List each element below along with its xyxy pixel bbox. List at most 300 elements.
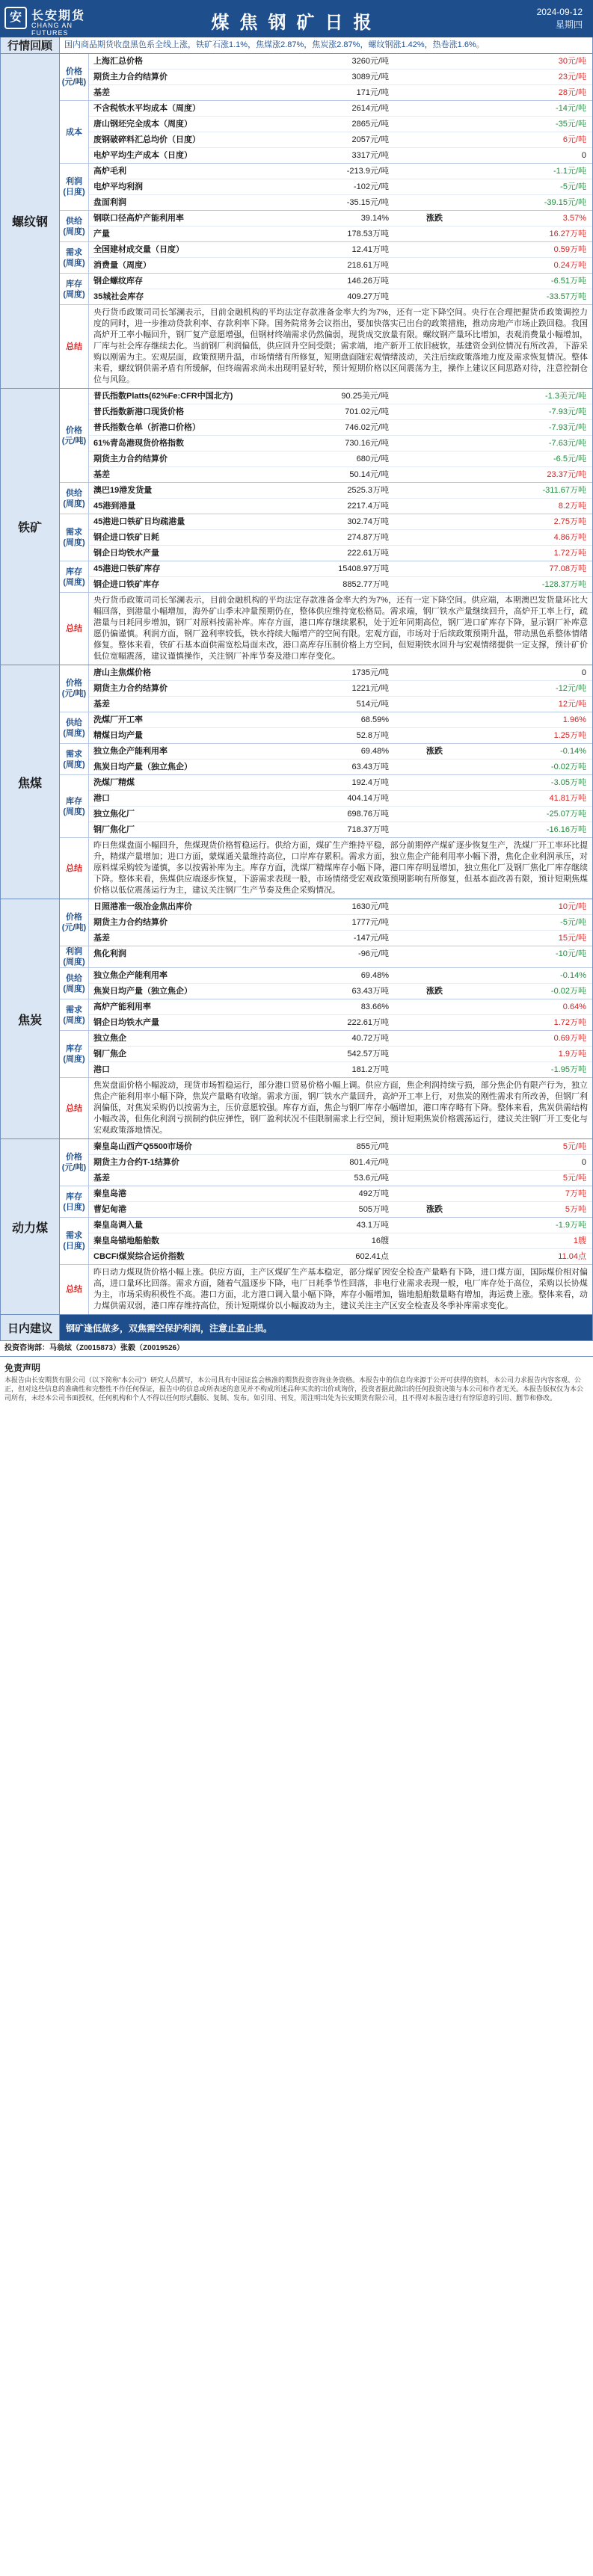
metric-change: 0.69万吨 bbox=[553, 1034, 586, 1043]
metric-value: 218.61万吨 bbox=[347, 261, 389, 270]
metric-change: -14元/吨 bbox=[556, 104, 586, 113]
metric-group bbox=[60, 54, 592, 101]
section-steam bbox=[0, 1139, 593, 1315]
trend-label bbox=[393, 681, 476, 696]
metric-name: 普氏指数新港口现货价格 bbox=[93, 407, 184, 416]
metric-change: -1.3美元/吨 bbox=[544, 392, 586, 401]
metric-name: 普氏指数仓单（折港口价格） bbox=[93, 423, 200, 432]
metric-change: 0 bbox=[581, 151, 586, 160]
metric-name: 盘面利润 bbox=[93, 198, 126, 207]
metric-name: 独立焦化厂 bbox=[93, 810, 135, 819]
metric-value: -35.15元/吨 bbox=[346, 198, 389, 207]
logo-english: CHANG AN FUTURES bbox=[31, 22, 73, 37]
metric-name: 钢企进口铁矿日耗 bbox=[93, 533, 159, 542]
metric-change: -128.37万吨 bbox=[541, 580, 586, 589]
metric-group bbox=[60, 999, 592, 1031]
summary-block bbox=[60, 1078, 592, 1138]
metric-value: 302.74万吨 bbox=[347, 517, 389, 526]
metric-name: 独立焦企产能利用率 bbox=[93, 971, 168, 980]
trend-label: 涨跌 bbox=[426, 747, 443, 756]
metric-row bbox=[89, 274, 592, 289]
metric-row bbox=[89, 436, 592, 452]
trend-label bbox=[393, 101, 476, 116]
metric-row bbox=[89, 697, 592, 712]
group-name: 供给 (周度) bbox=[60, 211, 89, 241]
metric-row bbox=[89, 195, 592, 210]
advice-label: 日内建议 bbox=[1, 1315, 60, 1340]
metric-value: -213.9元/吨 bbox=[346, 167, 389, 176]
metric-value: 171元/吨 bbox=[356, 88, 389, 97]
metric-name: 钢企螺纹库存 bbox=[93, 277, 143, 286]
group-name: 价格 (元/吨) bbox=[60, 899, 89, 946]
group-name: 库存 (周度) bbox=[60, 1031, 89, 1077]
metric-row bbox=[89, 1249, 592, 1264]
group-name: 成本 bbox=[60, 101, 89, 163]
section-name: 螺纹钢 bbox=[1, 54, 60, 388]
metric-name: 港口 bbox=[93, 794, 110, 803]
metric-change: 6元/吨 bbox=[562, 135, 586, 144]
group-name: 利润 (周度) bbox=[60, 946, 89, 967]
group-name: 供给 (周度) bbox=[60, 712, 89, 743]
metric-change: -311.67万吨 bbox=[542, 486, 586, 495]
logo-name: 长安期货 bbox=[31, 10, 86, 22]
group-name: 库存 (周度) bbox=[60, 274, 89, 304]
metric-row bbox=[89, 132, 592, 148]
metric-row bbox=[89, 999, 592, 1015]
metric-group bbox=[60, 1218, 592, 1265]
metric-row bbox=[89, 101, 592, 117]
metric-row bbox=[89, 54, 592, 70]
metric-row bbox=[89, 931, 592, 946]
summary-block bbox=[60, 305, 592, 388]
metric-group bbox=[60, 1139, 592, 1186]
metric-value: 63.43万吨 bbox=[351, 987, 389, 996]
group-name: 需求 (周度) bbox=[60, 242, 89, 273]
date-value: 2024-09-12 bbox=[536, 7, 583, 17]
metric-name: 消费量（周度） bbox=[93, 261, 151, 270]
trend-label bbox=[393, 499, 476, 514]
metric-group bbox=[60, 712, 592, 744]
metric-value: 680元/吨 bbox=[356, 455, 389, 463]
trend-label bbox=[393, 289, 476, 304]
metric-value: 2614元/吨 bbox=[351, 104, 389, 113]
metric-value: 409.27万吨 bbox=[347, 292, 389, 301]
metric-value: 63.43万吨 bbox=[351, 762, 389, 771]
trend-label bbox=[393, 1031, 476, 1046]
metric-name: 期货主力合约结算价 bbox=[93, 73, 168, 81]
metric-value: 2217.4万吨 bbox=[347, 502, 389, 511]
group-name: 库存 (周度) bbox=[60, 561, 89, 592]
trend-label bbox=[393, 915, 476, 930]
metric-name: 钢联口径高炉产能利用率 bbox=[93, 214, 184, 223]
metric-value: 90.25美元/吨 bbox=[341, 392, 389, 401]
metric-change: 0.59万吨 bbox=[553, 245, 586, 254]
metric-change: 23.37元/吨 bbox=[547, 470, 586, 479]
metric-value: 801.4元/吨 bbox=[349, 1158, 389, 1167]
metric-group bbox=[60, 483, 592, 514]
summary-text: 焦炭盘面价格小幅波动，现货市场暂稳运行，部分港口贸易价格小幅上调。供应方面，焦企利润持续亏损，部分焦企仍有限产行为，独立焦企产能利用率小幅下降，焦炭产量略有收缩。需求方面，钢厂铁水产量回升，高炉开工率上行，对焦炭的刚性需求有所改善，但钢厂利润偏低，对焦炭采购仍以按需为主，压价意愿较强。库存方面，焦企与钢厂库存小幅增加，港口库存略有下降。整体来看，焦炭供需结构小幅改善，但焦化利润亏损制约供应弹性，钢厂盈利状况不佳限制需求上行空间，预计短期焦炭价格震荡运行，建议关注钢厂开工变化与宏观政策落地情况。 bbox=[93, 1081, 588, 1135]
metric-group bbox=[60, 561, 592, 593]
group-name: 供给 (周度) bbox=[60, 968, 89, 999]
metric-value: 3089元/吨 bbox=[351, 73, 389, 81]
metric-group bbox=[60, 899, 592, 946]
metric-name: 秦皇岛港 bbox=[93, 1189, 126, 1198]
summary-text: 央行货币政策司司长邹澜表示，目前金融机构的平均法定存款准备金率大约为7%，还有一定下降空间。供应端，本期澳巴发货量环比大幅回落，到港量小幅增加，海外矿山季末冲量预期仍在，整体供应维持宽松格局。需求端，钢厂铁水产量继续回升，高炉开工率上行，疏港量与日耗同步增加，钢厂对原料按需补库。库存方面，港口库存继续累积，处于近年同期高位，钢厂进口矿库存下降，显示钢厂补库意愿仍偏谨慎。利润方面，钢厂盈利率较低，铁水持续大幅增产的空间有限。宏观方面，市场对于后续政策预期升温，带动黑色系整体情绪修复。整体来看，铁矿石基本面供需宽松局面未改，港口高库存压制价格上方空间，但短期铁水回升与宏观情绪提供一定支撑，预计矿价低位宽幅震荡，建议谨慎操作，关注钢厂补库节奏及港口库存变化。 bbox=[93, 596, 588, 661]
metric-row bbox=[89, 258, 592, 273]
metric-change: 15元/吨 bbox=[558, 934, 586, 943]
metric-row bbox=[89, 1062, 592, 1077]
metric-name: 澳巴19港发货量 bbox=[93, 486, 153, 495]
metric-value: 222.61万吨 bbox=[347, 549, 389, 558]
group-name: 库存 (周度) bbox=[60, 775, 89, 837]
metric-row bbox=[89, 915, 592, 931]
metric-value: 15408.97万吨 bbox=[338, 564, 389, 573]
metric-row bbox=[89, 179, 592, 195]
metric-row bbox=[89, 164, 592, 179]
metric-row bbox=[89, 899, 592, 915]
trend-label bbox=[393, 117, 476, 132]
metric-row bbox=[89, 85, 592, 100]
metric-name: 61%青岛港现货价格指数 bbox=[93, 439, 185, 448]
metric-value: 2057元/吨 bbox=[351, 135, 389, 144]
trend-label bbox=[393, 258, 476, 273]
metric-row bbox=[89, 211, 592, 227]
metric-row bbox=[89, 728, 592, 743]
metric-value: 274.87万吨 bbox=[347, 533, 389, 542]
trend-label bbox=[393, 546, 476, 561]
analyst-line: 投资咨询部：马翁炫（Z0015873）张毅（Z0019526） bbox=[0, 1341, 593, 1357]
metric-change: 12元/吨 bbox=[558, 700, 586, 709]
metric-row bbox=[89, 1031, 592, 1047]
metric-row bbox=[89, 483, 592, 499]
trend-label bbox=[393, 791, 476, 806]
metric-row bbox=[89, 984, 592, 999]
metric-group bbox=[60, 1031, 592, 1078]
metric-name: 独立焦企 bbox=[93, 1034, 126, 1043]
metric-change: 10元/吨 bbox=[558, 902, 586, 911]
group-name: 价格 (元/吨) bbox=[60, 389, 89, 482]
metric-group bbox=[60, 242, 592, 274]
section-rebar bbox=[0, 54, 593, 389]
metric-row bbox=[89, 807, 592, 822]
metric-value: 222.61万吨 bbox=[347, 1018, 389, 1027]
metric-value: 746.02元/吨 bbox=[345, 423, 389, 432]
metric-row bbox=[89, 227, 592, 241]
metric-change: -6.5元/吨 bbox=[553, 455, 586, 463]
metric-change: 2.75万吨 bbox=[553, 517, 586, 526]
weekday: 星期四 bbox=[555, 19, 583, 30]
metric-row bbox=[89, 822, 592, 837]
metric-change: -7.93元/吨 bbox=[548, 423, 586, 432]
metric-name: 焦炭日均产量（独立焦企） bbox=[93, 987, 192, 996]
metric-name: 钢企进口铁矿库存 bbox=[93, 580, 159, 589]
trend-label bbox=[393, 931, 476, 946]
metric-value: 2865元/吨 bbox=[351, 120, 389, 129]
metric-row bbox=[89, 404, 592, 420]
metric-change: 5万吨 bbox=[565, 1205, 586, 1214]
metric-value: 43.1万吨 bbox=[356, 1221, 389, 1230]
trend-label bbox=[393, 946, 476, 961]
metric-value: 3260元/吨 bbox=[351, 57, 389, 66]
metric-name: 电炉平均生产成本（日度） bbox=[93, 151, 192, 160]
report-header bbox=[0, 0, 593, 37]
metric-name: 秦皇岛山西产Q5500市场价 bbox=[93, 1142, 193, 1151]
metric-name: 唐山钢坯完全成本（周度） bbox=[93, 120, 192, 129]
metric-name: 精煤日均产量 bbox=[93, 731, 143, 740]
trend-label bbox=[393, 822, 476, 837]
trend-label bbox=[393, 999, 476, 1014]
trend-label bbox=[393, 148, 476, 163]
trend-label bbox=[393, 1233, 476, 1248]
metric-change: 8.2万吨 bbox=[558, 502, 586, 511]
metric-value: 514元/吨 bbox=[356, 700, 389, 709]
trend-label bbox=[393, 132, 476, 147]
trend-label bbox=[393, 70, 476, 84]
metric-name: 钢厂焦企 bbox=[93, 1050, 126, 1059]
metric-group bbox=[60, 211, 592, 242]
metric-group bbox=[60, 101, 592, 164]
metric-value: 192.4万吨 bbox=[351, 778, 389, 787]
metric-change: 41.81万吨 bbox=[549, 794, 586, 803]
section-name: 铁矿 bbox=[1, 389, 60, 665]
metric-value: 698.76万吨 bbox=[347, 810, 389, 819]
section-name: 动力煤 bbox=[1, 1139, 60, 1314]
trend-label: 涨跌 bbox=[426, 987, 443, 996]
metric-name: 35城社会库存 bbox=[93, 292, 144, 301]
metric-change: 4.86万吨 bbox=[553, 533, 586, 542]
metric-value: 1777元/吨 bbox=[351, 918, 389, 927]
metric-change: -33.57万吨 bbox=[546, 292, 586, 301]
metric-change: -1.1元/吨 bbox=[553, 167, 586, 176]
metric-value: 2525.3万吨 bbox=[347, 486, 389, 495]
metric-change: 5元/吨 bbox=[562, 1142, 586, 1151]
trend-label bbox=[393, 530, 476, 545]
metric-group bbox=[60, 389, 592, 483]
metric-change: 11.04点 bbox=[558, 1252, 586, 1261]
metric-row bbox=[89, 452, 592, 467]
metric-row bbox=[89, 775, 592, 791]
metric-row bbox=[89, 577, 592, 592]
metric-name: 钢厂焦化厂 bbox=[93, 825, 135, 834]
metric-row bbox=[89, 1047, 592, 1062]
metric-change: -0.02万吨 bbox=[550, 987, 586, 996]
trend-label: 涨跌 bbox=[426, 1205, 443, 1214]
metric-row bbox=[89, 117, 592, 132]
trend-label bbox=[393, 1062, 476, 1077]
metric-name: 焦化利润 bbox=[93, 949, 126, 958]
metric-name: 45港到港量 bbox=[93, 502, 136, 511]
section-ore bbox=[0, 389, 593, 665]
metric-value: 146.26万吨 bbox=[347, 277, 389, 286]
trend-label bbox=[393, 1218, 476, 1233]
metric-row bbox=[89, 1218, 592, 1233]
metric-group bbox=[60, 775, 592, 838]
summary-label: 总结 bbox=[60, 1265, 89, 1314]
summary-text: 昨日动力煤现货价格小幅上涨。供应方面，主产区煤矿生产基本稳定，部分煤矿因安全检查产量略有下降，进口煤方面，国际煤价相对偏高，进口量环比回落。需求方面，随着气温逐步下降，电厂日耗季节性回落，非电行业需求表现一般，电厂库存处于高位，采购以长协煤为主，市场采购积极性不高。港口方面，北方港口调入量小幅下降，库存小幅增加，锚地船舶数量略有增加，海运费上涨。整体来看，动力煤供需双弱，港口库存维持高位，预计短期煤价以小幅波动为主，建议关注主产区安全检查及冬季补库需求变化。 bbox=[93, 1268, 588, 1310]
metric-name: 电炉平均利润 bbox=[93, 182, 143, 191]
metric-row bbox=[89, 681, 592, 697]
metric-value: 8852.77万吨 bbox=[342, 580, 389, 589]
group-name: 价格 (元/吨) bbox=[60, 1139, 89, 1186]
metric-name: 基差 bbox=[93, 700, 110, 709]
metric-group bbox=[60, 968, 592, 999]
metric-value: 505万吨 bbox=[358, 1205, 389, 1214]
metric-change: 1.72万吨 bbox=[553, 1018, 586, 1027]
metric-row bbox=[89, 712, 592, 728]
metric-change: 1.9万吨 bbox=[558, 1050, 586, 1059]
metric-row bbox=[89, 1171, 592, 1186]
metric-change: 5元/吨 bbox=[562, 1174, 586, 1183]
metric-value: -102元/吨 bbox=[353, 182, 389, 191]
trend-label bbox=[393, 274, 476, 289]
metric-row bbox=[89, 420, 592, 436]
metric-name: 焦炭日均产量（独立焦企） bbox=[93, 762, 192, 771]
metric-value: 3317元/吨 bbox=[351, 151, 389, 160]
metric-row bbox=[89, 1233, 592, 1249]
trend-label bbox=[393, 436, 476, 451]
trend-label bbox=[393, 227, 476, 241]
metric-value: 69.48% bbox=[360, 971, 389, 980]
metric-group bbox=[60, 164, 592, 211]
section-coke bbox=[0, 665, 593, 899]
metric-name: 秦皇岛锚地船舶数 bbox=[93, 1236, 159, 1245]
trend-label bbox=[393, 1139, 476, 1154]
metric-change: -0.02万吨 bbox=[550, 762, 586, 771]
disclaimer-text: 本报告由长安期货有限公司（以下简称“本公司”）研究人员撰写，本公司具有中国证监会核准的期货投资咨询业务资格。本报告中的信息均来源于公开可获得的资料，本公司力求报告内容客观、公正，但对这些信息的准确性和完整性不作任何保证，报告中的信息或所表述的意见并不构成所述品种买卖的出价或询价，投资者据此做出的任何投资决策与本公司和作者无关。本报告版权仅为本公司所有，未经本公司书面授权，任何机构和个人不得以任何形式翻版、复制、发布。如引用、刊发，需注明出处为长安期货有限公司，且不得对本报告进行有悖原意的引用、删节和修改。 bbox=[4, 1376, 584, 1402]
metric-row bbox=[89, 1139, 592, 1155]
metric-name: 钢企日均铁水产量 bbox=[93, 549, 159, 558]
trend-label bbox=[393, 1015, 476, 1030]
metric-name: 普氏指数Platts(62%Fe:CFR中国北方) bbox=[93, 392, 233, 401]
trend-label: 涨跌 bbox=[426, 214, 443, 223]
metric-name: 45港进口铁矿日均疏港量 bbox=[93, 517, 185, 526]
metric-name: 产量 bbox=[93, 229, 110, 238]
metric-name: 期货主力合约T-1结算价 bbox=[93, 1158, 179, 1167]
metric-change: 1艘 bbox=[573, 1236, 586, 1245]
metric-name: 独立焦企产能利用率 bbox=[93, 747, 168, 756]
metric-row bbox=[89, 1202, 592, 1217]
metric-value: 1221元/吨 bbox=[351, 684, 389, 693]
metric-value: 542.57万吨 bbox=[347, 1050, 389, 1059]
metric-row bbox=[89, 744, 592, 759]
metric-change: 1.96% bbox=[562, 715, 586, 724]
metric-row bbox=[89, 467, 592, 482]
metric-row bbox=[89, 1015, 592, 1030]
summary-label: 总结 bbox=[60, 1078, 89, 1138]
metric-value: 52.8万吨 bbox=[356, 731, 389, 740]
intraday-advice bbox=[0, 1315, 593, 1341]
metric-value: 701.02元/吨 bbox=[345, 407, 389, 416]
metric-name: 基差 bbox=[93, 934, 110, 943]
metric-change: -1.9万吨 bbox=[556, 1221, 586, 1230]
metric-group bbox=[60, 744, 592, 775]
metric-group bbox=[60, 514, 592, 561]
metric-change: 7万吨 bbox=[565, 1189, 586, 1198]
section-name: 焦炭 bbox=[1, 899, 60, 1138]
metric-row bbox=[89, 968, 592, 984]
metric-change: -1.95万吨 bbox=[550, 1065, 586, 1074]
metric-value: -147元/吨 bbox=[353, 934, 389, 943]
metric-row bbox=[89, 514, 592, 530]
metric-name: 期货主力合约结算价 bbox=[93, 684, 168, 693]
group-name: 需求 (周度) bbox=[60, 514, 89, 561]
metric-name: 曹妃甸港 bbox=[93, 1205, 126, 1214]
metric-row bbox=[89, 530, 592, 546]
trend-label bbox=[393, 577, 476, 592]
advice-text: 钢矿逢低做多，双焦需空保护利润，注意止盈止损。 bbox=[60, 1315, 592, 1340]
metric-change: -0.14% bbox=[560, 971, 586, 980]
metric-name: 秦皇岛调入量 bbox=[93, 1221, 143, 1230]
metric-change: -16.16万吨 bbox=[546, 825, 586, 834]
metric-value: 83.66% bbox=[360, 1002, 389, 1011]
metric-row bbox=[89, 759, 592, 774]
metric-row bbox=[89, 148, 592, 163]
group-name: 库存 (日度) bbox=[60, 1186, 89, 1217]
trend-label bbox=[393, 1155, 476, 1170]
metric-value: 69.48% bbox=[360, 747, 389, 756]
trend-label bbox=[393, 1171, 476, 1186]
trend-label bbox=[393, 467, 476, 482]
metric-change: 1.25万吨 bbox=[553, 731, 586, 740]
metric-value: 1630元/吨 bbox=[351, 902, 389, 911]
summary-block bbox=[60, 593, 592, 665]
metric-value: 181.2万吨 bbox=[351, 1065, 389, 1074]
trend-label bbox=[393, 85, 476, 100]
metric-change: -0.14% bbox=[560, 747, 586, 756]
metric-change: 0 bbox=[581, 668, 586, 677]
group-name: 需求 (周度) bbox=[60, 744, 89, 774]
metric-name: 唐山主焦煤价格 bbox=[93, 668, 151, 677]
trend-label bbox=[393, 665, 476, 680]
trend-label bbox=[393, 1047, 476, 1061]
metric-change: 77.08万吨 bbox=[549, 564, 586, 573]
trend-label bbox=[393, 514, 476, 529]
group-name: 供给 (周度) bbox=[60, 483, 89, 514]
section-name: 焦煤 bbox=[1, 665, 60, 899]
metric-name: 高炉毛利 bbox=[93, 167, 126, 176]
metric-name: 钢企日均铁水产量 bbox=[93, 1018, 159, 1027]
market-review-text: 国内商品期货收盘黑色系全线上涨，铁矿石涨1.1%，焦煤涨2.87%，焦炭涨2.87%，螺纹钢涨1.42%，热卷涨1.6%。 bbox=[64, 40, 485, 49]
metric-change: -12元/吨 bbox=[556, 684, 586, 693]
trend-label bbox=[393, 404, 476, 419]
metric-change: 23元/吨 bbox=[558, 73, 586, 81]
metric-value: 16艘 bbox=[371, 1236, 389, 1245]
metric-change: 28元/吨 bbox=[558, 88, 586, 97]
metric-value: 1735元/吨 bbox=[351, 668, 389, 677]
trend-label bbox=[393, 242, 476, 257]
trend-label bbox=[393, 561, 476, 576]
metric-value: 178.53万吨 bbox=[347, 229, 389, 238]
group-name: 价格 (元/吨) bbox=[60, 54, 89, 100]
logo-mark-icon: 安 bbox=[4, 7, 27, 29]
trend-label bbox=[393, 807, 476, 822]
trend-label bbox=[393, 389, 476, 404]
commodity-sections bbox=[0, 54, 593, 1315]
metric-row bbox=[89, 946, 592, 961]
metric-change: 0 bbox=[581, 1158, 586, 1167]
metric-change: 16.27万吨 bbox=[549, 229, 586, 238]
metric-change: -35元/吨 bbox=[556, 120, 586, 129]
trend-label bbox=[393, 1249, 476, 1264]
trend-label bbox=[393, 195, 476, 210]
market-review bbox=[0, 37, 593, 54]
section-cokeb bbox=[0, 899, 593, 1139]
metric-group bbox=[60, 946, 592, 968]
metric-value: 730.16元/吨 bbox=[345, 439, 389, 448]
metric-value: 855元/吨 bbox=[356, 1142, 389, 1151]
metric-change: 30元/吨 bbox=[558, 57, 586, 66]
metric-value: 53.6元/吨 bbox=[354, 1174, 389, 1183]
